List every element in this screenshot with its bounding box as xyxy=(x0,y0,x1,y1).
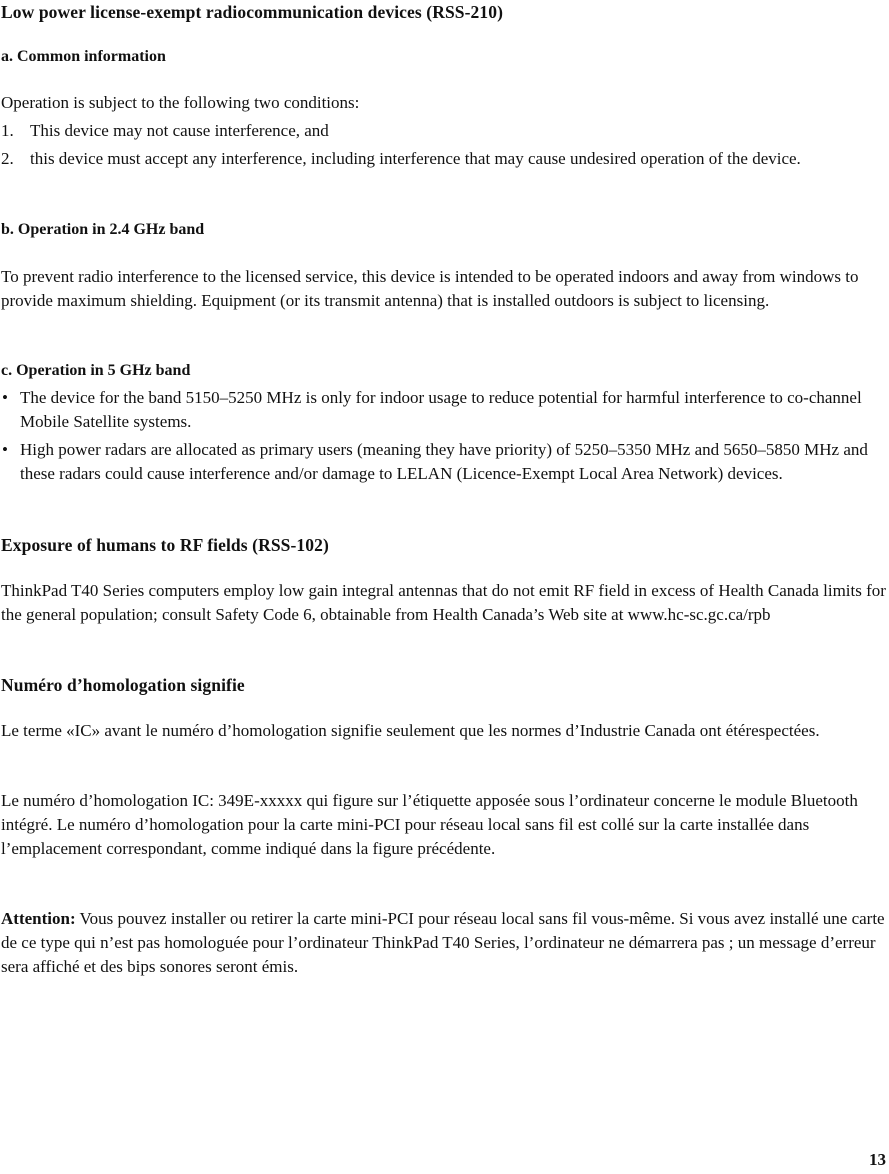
list-item xyxy=(1,386,889,434)
heading-common-information: a. Common information xyxy=(1,48,166,65)
list-marker: 2. xyxy=(1,149,14,168)
paragraph-ic-meaning: Le terme «IC» avant le numéro d’homologation signifie seulement que les normes d’Industrie Canada ont étérespectées. xyxy=(1,721,820,740)
list-item-text: This device may not cause interference, and xyxy=(30,121,329,140)
heading-numero-homologation: Numéro d’homologation signifie xyxy=(1,675,245,695)
list-item xyxy=(1,147,889,171)
list-item-text: High power radars are allocated as primary users (meaning they have priority) of 5250–5350 MHz and 5650–5850 MHz and these radars could cause interference and/or damage to LELAN (Licence-Exempt Local Area Network) devices. xyxy=(20,440,868,483)
bullet-icon: • xyxy=(2,388,8,407)
list-item-text: this device must accept any interference, including interference that may cause undesired operation of the device. xyxy=(30,149,801,168)
attention-text: Vous pouvez installer ou retirer la carte mini-PCI pour réseau local sans fil vous-même. Si vous avez installé une carte de ce type qui n’est pas homologuée pour l’ordinateur ThinkPad T40 Series, l’ordinateur ne démarrera pas ; un message d’erreur sera affiché et des bips sonores seront émis. xyxy=(1,909,885,976)
attention-paragraph xyxy=(1,907,889,979)
list-item-text: The device for the band 5150–5250 MHz is only for indoor usage to reduce potential for harmful interference to co-channel Mobile Satellite systems. xyxy=(20,388,862,431)
heading-operation-5-ghz: c. Operation in 5 GHz band xyxy=(1,362,191,379)
conditions-intro: Operation is subject to the following two conditions: xyxy=(1,93,360,112)
list-marker: 1. xyxy=(1,121,14,140)
list-item xyxy=(1,438,889,486)
paragraph-2-4-ghz: To prevent radio interference to the licensed service, this device is intended to be operated indoors and away from windows to provide maximum shielding. Equipment (or its transmit antenna) that is installed outdoors is subject to licensing. xyxy=(1,267,859,310)
bullet-list-5-ghz xyxy=(1,386,889,486)
paragraph-ic-number: Le numéro d’homologation IC: 349E-xxxxx qui figure sur l’étiquette apposée sous l’ordinateur concerne le module Bluetooth intégré. Le numéro d’homologation pour la carte mini-PCI pour réseau local sans fil est collé sur la carte installée dans l’emplacement correspondant, comme indiqué dans la figure précédente. xyxy=(1,791,858,858)
list-item xyxy=(1,119,889,143)
bullet-icon: • xyxy=(2,440,8,459)
conditions-list xyxy=(1,119,889,171)
heading-rss-210: Low power license-exempt radiocommunication devices (RSS-210) xyxy=(1,2,504,22)
paragraph-rf-exposure: ThinkPad T40 Series computers employ low gain integral antennas that do not emit RF field in excess of Health Canada limits for the general population; consult Safety Code 6, obtainable from Health Canada’s Web site at www.hc-sc.gc.ca/rpb xyxy=(1,581,886,624)
heading-rss-102: Exposure of humans to RF fields (RSS-102) xyxy=(1,535,329,555)
page-number: 13 xyxy=(869,1150,886,1169)
attention-label: Attention: xyxy=(1,909,76,928)
heading-operation-2-4-ghz: b. Operation in 2.4 GHz band xyxy=(1,221,205,238)
